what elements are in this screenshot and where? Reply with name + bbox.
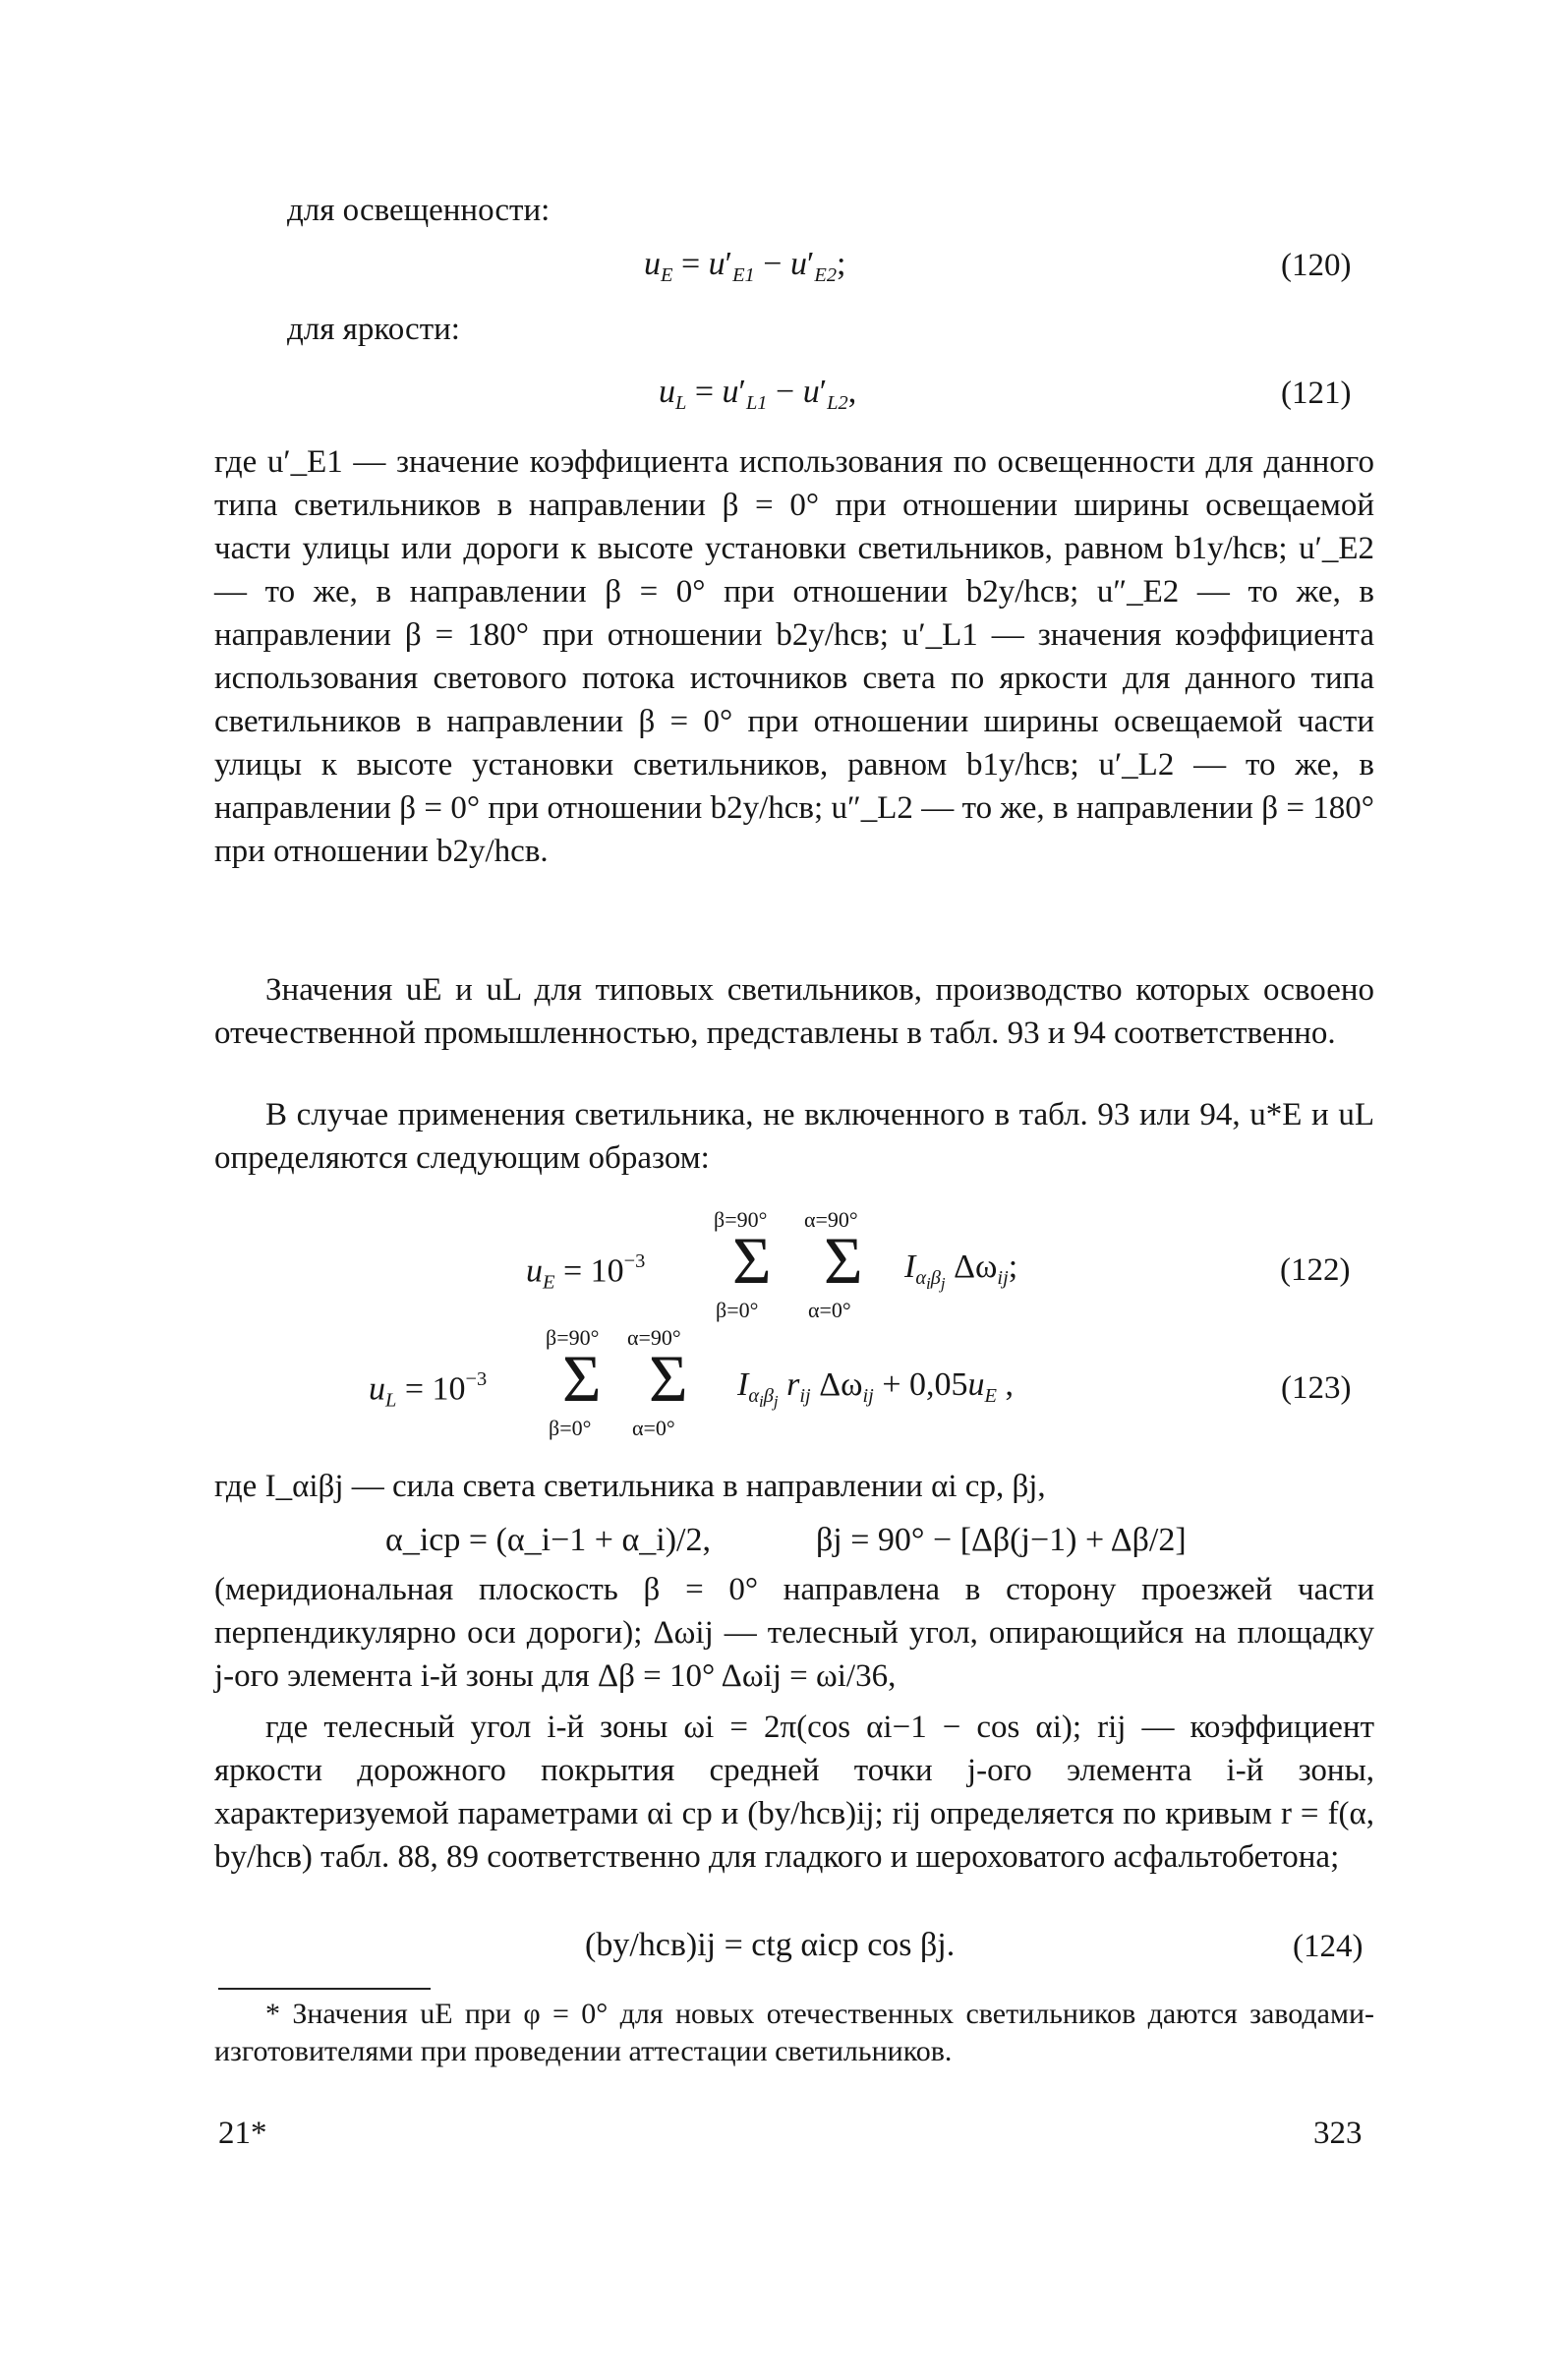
equation-122-number: (122) <box>1280 1252 1351 1288</box>
equation-121: $u_L = u'_{L1} - u'_{L2}$, <box>659 374 857 415</box>
label-luminance: для яркости: <box>287 312 460 347</box>
sum-alpha-lower: α=0° <box>632 1416 675 1440</box>
equation-120: $u_E = u'_{E1} - u'_{E2}$; <box>644 246 846 287</box>
sum-beta-lower: β=0° <box>716 1298 759 1322</box>
paragraph-typical-values: Значения uE и uL для типовых светильников, производство которых освоено отечественной промышленностью, представлены в табл. 93 и 94 соответственно. <box>214 972 1374 1051</box>
sum-sign-beta: Σ <box>562 1341 602 1416</box>
book-page: для освещенности: для яркости: $u_E = u'_{E1} - u'_{E2}$; (120) $u_L = u'_{L1} - u'_{L2}$, (121) где u′_E1 — значение коэффициента использования по освещенности для данного типа светильников в направлении β = 0° при отношении ширины освещаемой части улицы или дороги к высоте установки светильников, равном b1y/hсв; u′_E2 — то же, в направлении β = 0° при отношении b2y/hсв; u″_E2 — то же, в направлении β = 180° при отношении b2y/hсв; u′_L1 — значения коэффициента использования светового потока источников света по яркости для данного типа светильников в направлении β = 0° при отношении ширины освещаемой части улицы к высоте установки светильников, равном b1y/hсв; u′_L2 — то же, в направлении β = 0° при отношении b2y/hсв; u″_L2 — то же, в направлении β = 180° при отношении b2y/hсв. Значения uE и uL для типовых светильников, производство которых освоено отечественной промышленностью, представлены в табл. 93 и 94 соответственно. В случае применения светильника, не включенного в табл. 93 или 94, u*E и uL определяются следующим образом: $u_E = 10^{-3}$ β=90° α=90° Σ Σ β=0° α=0° $I_{\alpha_i\beta_j}$ $\Delta\omega_{ij}$; (122) $u_L = 10^{-3}$ β=90° α=90° Σ Σ β=0° α=0° $I_{\alpha_i\beta_j}$ $r_{ij}$ $\Delta\omega_{ij} + 0,05u_E$ , (123) где I_αiβj — сила света светильника в направлении αi ср, βj, α_iср = (α_i−1 + α_i)/2, βj = 90° − [Δβ(j−1) + Δβ/2] (меридиональная плоскость β = 0° направлена в сторону проезжей части перпендикулярно оси дороги); Δωij — телесный угол, опирающийся на площадку j-ого элемента i-й зоны для Δβ = 10° Δωij = ωi/36, где телесный угол i-й зоны ωi = 2π(cos αi−1 − cos αi); rij — коэффициент яркости дорожного покрытия средней точки j-ого элемента i-й зоны, характеризуемой параметрами αi ср и (by/hсв)ij; rij определяется по кривым r = f(α, by/hсв) табл. 88, 89 соответственно для гладкого и шероховатого асфальтобетона; (by/hсв)ij = ctg αiср cos βj. (124) * Значения uE при φ = 0° для новых отечественных светильников даются заводами-изготовителями при проведении аттестации светильников. 21* 323 <box>0 0 1567 2380</box>
formula-beta-j: βj = 90° − [Δβ(j−1) + Δβ/2] <box>816 1522 1187 1558</box>
sum-sign-alpha: Σ <box>824 1223 863 1298</box>
footnote-separator <box>218 1988 431 1990</box>
sum-beta-lower: β=0° <box>549 1416 592 1440</box>
sum-beta-upper: β=90° <box>714 1207 768 1232</box>
sum-alpha-upper: α=90° <box>804 1207 858 1232</box>
equation-124-number: (124) <box>1293 1929 1364 1964</box>
equation-124: (by/hсв)ij = ctg αiср cos βj. <box>585 1927 956 1963</box>
line-where-intensity: где I_αiβj — сила света светильника в направлении αi ср, βj, <box>214 1469 1046 1504</box>
sum-sign-beta: Σ <box>732 1223 772 1298</box>
equation-121-number: (121) <box>1281 376 1352 411</box>
sum-sign-alpha: Σ <box>649 1341 688 1416</box>
paragraph-definitions: где u′_E1 — значение коэффициента использования по освещенности для данного типа светильников в направлении β = 0° при отношении ширины освещаемой части улицы или дороги к высоте установки светильников, равном b1y/hсв; u′_E2 — то же, в направлении β = 0° при отношении b2y/hсв; u″_E2 — то же, в направлении β = 180° при отношении b2y/hсв; u′_L1 — значения коэффициента использования светового потока источников света по яркости для данного типа светильников в направлении β = 0° при отношении ширины освещаемой части улицы к высоте установки светильников, равном b1y/hсв; u′_L2 — то же, в направлении β = 0° при отношении b2y/hсв; u″_L2 — то же, в направлении β = 180° при отношении b2y/hсв. <box>214 444 1374 869</box>
paragraph-other-luminaires: В случае применения светильника, не включенного в табл. 93 или 94, u*E и uL определяются следующим образом: <box>214 1097 1374 1176</box>
signature-mark: 21* <box>218 2116 267 2151</box>
page-number: 323 <box>1313 2116 1363 2151</box>
sum-beta-upper: β=90° <box>546 1325 600 1350</box>
paragraph-meridional-plane: (меридиональная плоскость β = 0° направлена в сторону проезжей части перпендикулярно оси дороги); Δωij — телесный угол, опирающийся на площадку j-ого элемента i-й зоны для Δβ = 10° Δωij = ωi/36, <box>214 1572 1374 1694</box>
paragraph-solid-angle: где телесный угол i-й зоны ωi = 2π(cos αi−1 − cos αi); rij — коэффициент яркости дорожного покрытия средней точки j-ого элемента i-й зоны, характеризуемой параметрами αi ср и (by/hсв)ij; rij определяется по кривым r = f(α, by/hсв) табл. 88, 89 соответственно для гладкого и шероховатого асфальтобетона; <box>214 1710 1374 1875</box>
label-illuminance: для освещенности: <box>287 193 551 228</box>
sum-alpha-upper: α=90° <box>627 1325 681 1350</box>
footnote-text: * Значения uE при φ = 0° для новых отечественных светильников даются заводами-изготовителями при проведении аттестации светильников. <box>214 1998 1374 2067</box>
equation-120-number: (120) <box>1281 248 1352 283</box>
formula-alpha-mean: α_iср = (α_i−1 + α_i)/2, <box>385 1522 711 1558</box>
equation-123-number: (123) <box>1281 1370 1352 1406</box>
sum-alpha-lower: α=0° <box>808 1298 851 1322</box>
